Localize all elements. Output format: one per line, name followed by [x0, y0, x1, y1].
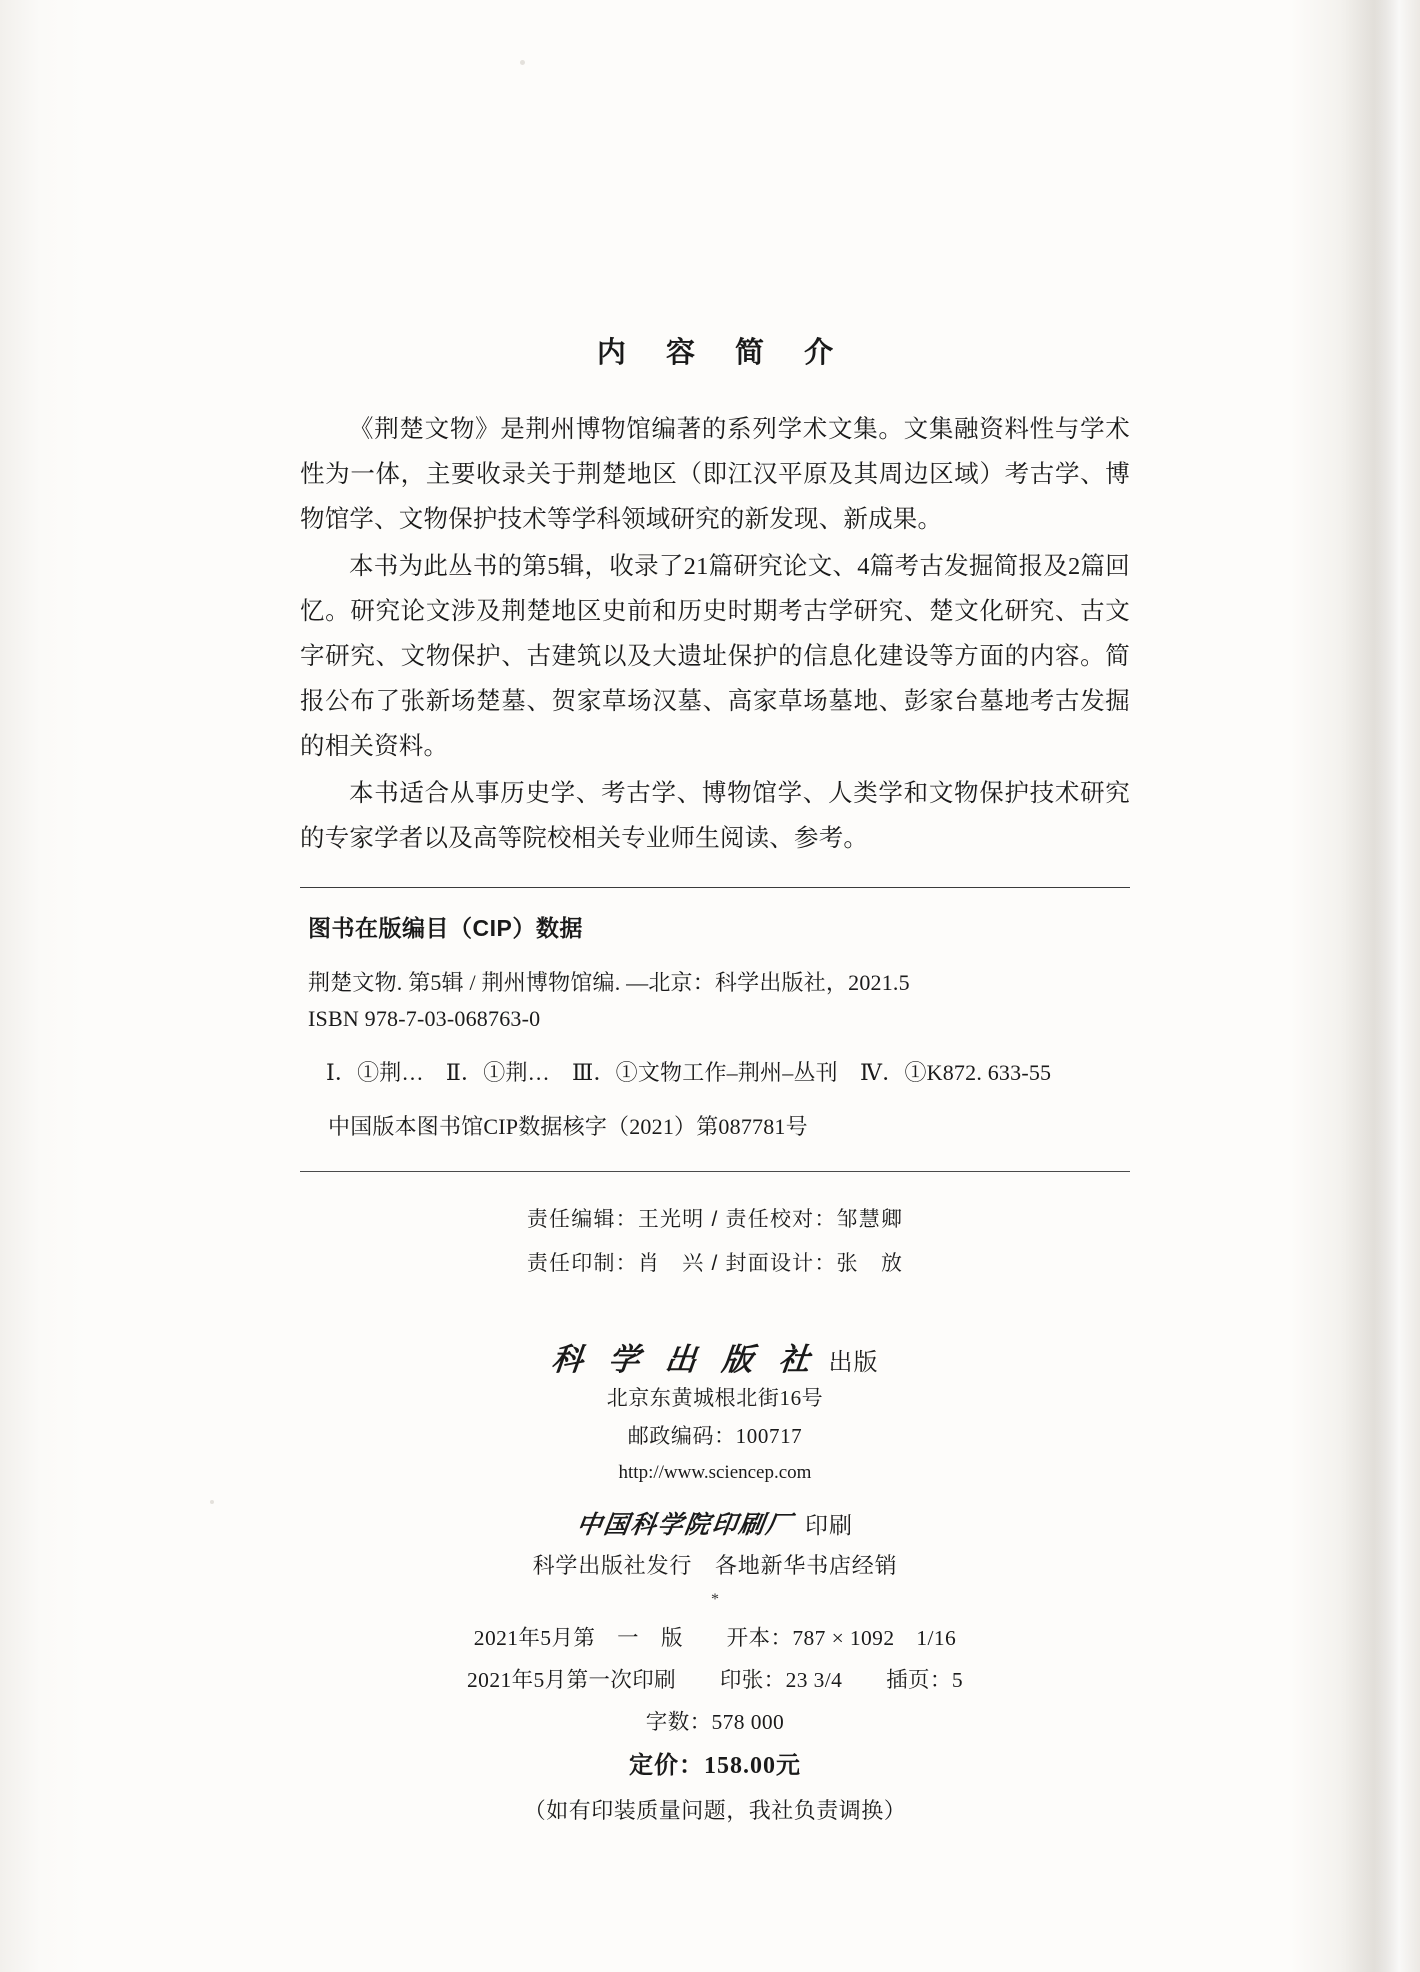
abstract-paragraph-2: 本书为此丛书的第5辑，收录了21篇研究论文、4篇考古发掘简报及2篇回忆。研究论文涉及荆楚地区史前和历史时期考古学研究、楚文化研究、古文字研究、文物保护、古建筑以及大遗址保护的信息化建设等方面的内容。简报公布了张新场楚墓、贺家草场汉墓、高家草场墓地、彭家台墓地考古发掘的相关资料。 [300, 553, 1130, 760]
staff-production-line: 责任印制：肖 兴 / 封面设计：张 放 [526, 1252, 904, 1275]
page-curl-highlight [1374, 0, 1420, 1972]
publisher-url: http://www.sciencep.com [618, 1462, 812, 1483]
publisher-logo: 科 学 出 版 社 [549, 1342, 821, 1377]
abstract-paragraph-3: 本书适合从事历史学、考古学、博物馆学、人类学和文物保护技术研究的专家学者以及高等院校相关专业师生阅读、参考。 [300, 780, 1130, 852]
edition-row-2: 2021年5月第一次印刷 印张：23 3/4 插页：5 [467, 1668, 963, 1692]
staff-editor-line: 责任编辑：王光明 / 责任校对：邹慧卿 [526, 1208, 904, 1231]
scan-speck [520, 60, 525, 65]
cip-heading: 图书在版编目（CIP）数据 [308, 915, 583, 941]
edition-word-count: 字数：578 000 [645, 1710, 785, 1734]
printer-suffix: 印刷 [805, 1513, 853, 1538]
cip-block [300, 888, 1130, 1145]
staff-credits [300, 1198, 1130, 1286]
abstract-paragraph-1: 《荆楚文物》是荆州博物馆编著的系列学术文集。文集融资料性与学术性为一体，主要收录关于荆楚地区（即江汉平原及其周边区域）考古学、博物馆学、文物保护技术等学科领域研究的新发现、新成果。 [300, 416, 1130, 533]
separator-asterisk: * [711, 1591, 719, 1608]
quality-note: （如有印装质量问题，我社负责调换） [523, 1798, 907, 1823]
publisher-suffix: 出版 [828, 1350, 879, 1376]
page-title: 内 容 简 介 [596, 337, 850, 369]
cip-isbn: ISBN 978-7-03-068763-0 [308, 1006, 541, 1031]
edition-row-1: 2021年5月第 一 版 开本：787 × 1092 1/16 [473, 1626, 957, 1650]
publisher-postcode: 邮政编码：100717 [627, 1424, 803, 1448]
imprint-block [300, 1334, 1130, 1613]
printer-logo: 中国科学院印刷厂 [574, 1512, 795, 1539]
publisher-line [300, 1334, 1130, 1379]
divider-below-cip [300, 1171, 1130, 1172]
cip-bibliographic-line: 荆楚文物. 第5辑 / 荆州博物馆编. —北京：科学出版社，2021.5 [308, 970, 910, 995]
distribution-line: 科学出版社发行 各地新华书店经销 [532, 1553, 898, 1578]
publisher-address: 北京东黄城根北街16号 [606, 1386, 824, 1410]
scan-speck [210, 1500, 214, 1504]
printer-line [300, 1505, 1130, 1541]
cip-classification: Ⅰ．①荆… Ⅱ．①荆… Ⅲ．①文物工作–荆州–丛刊 Ⅳ．①K872. 633-55 [326, 1060, 1052, 1085]
price-line: 定价：158.00元 [629, 1753, 801, 1779]
page-edge-shadow [1340, 0, 1420, 1972]
copyright-page-content [300, 330, 1130, 1833]
edition-specs [300, 1617, 1130, 1833]
cip-core-number: 中国版本图书馆CIP数据核字（2021）第087781号 [328, 1114, 808, 1139]
